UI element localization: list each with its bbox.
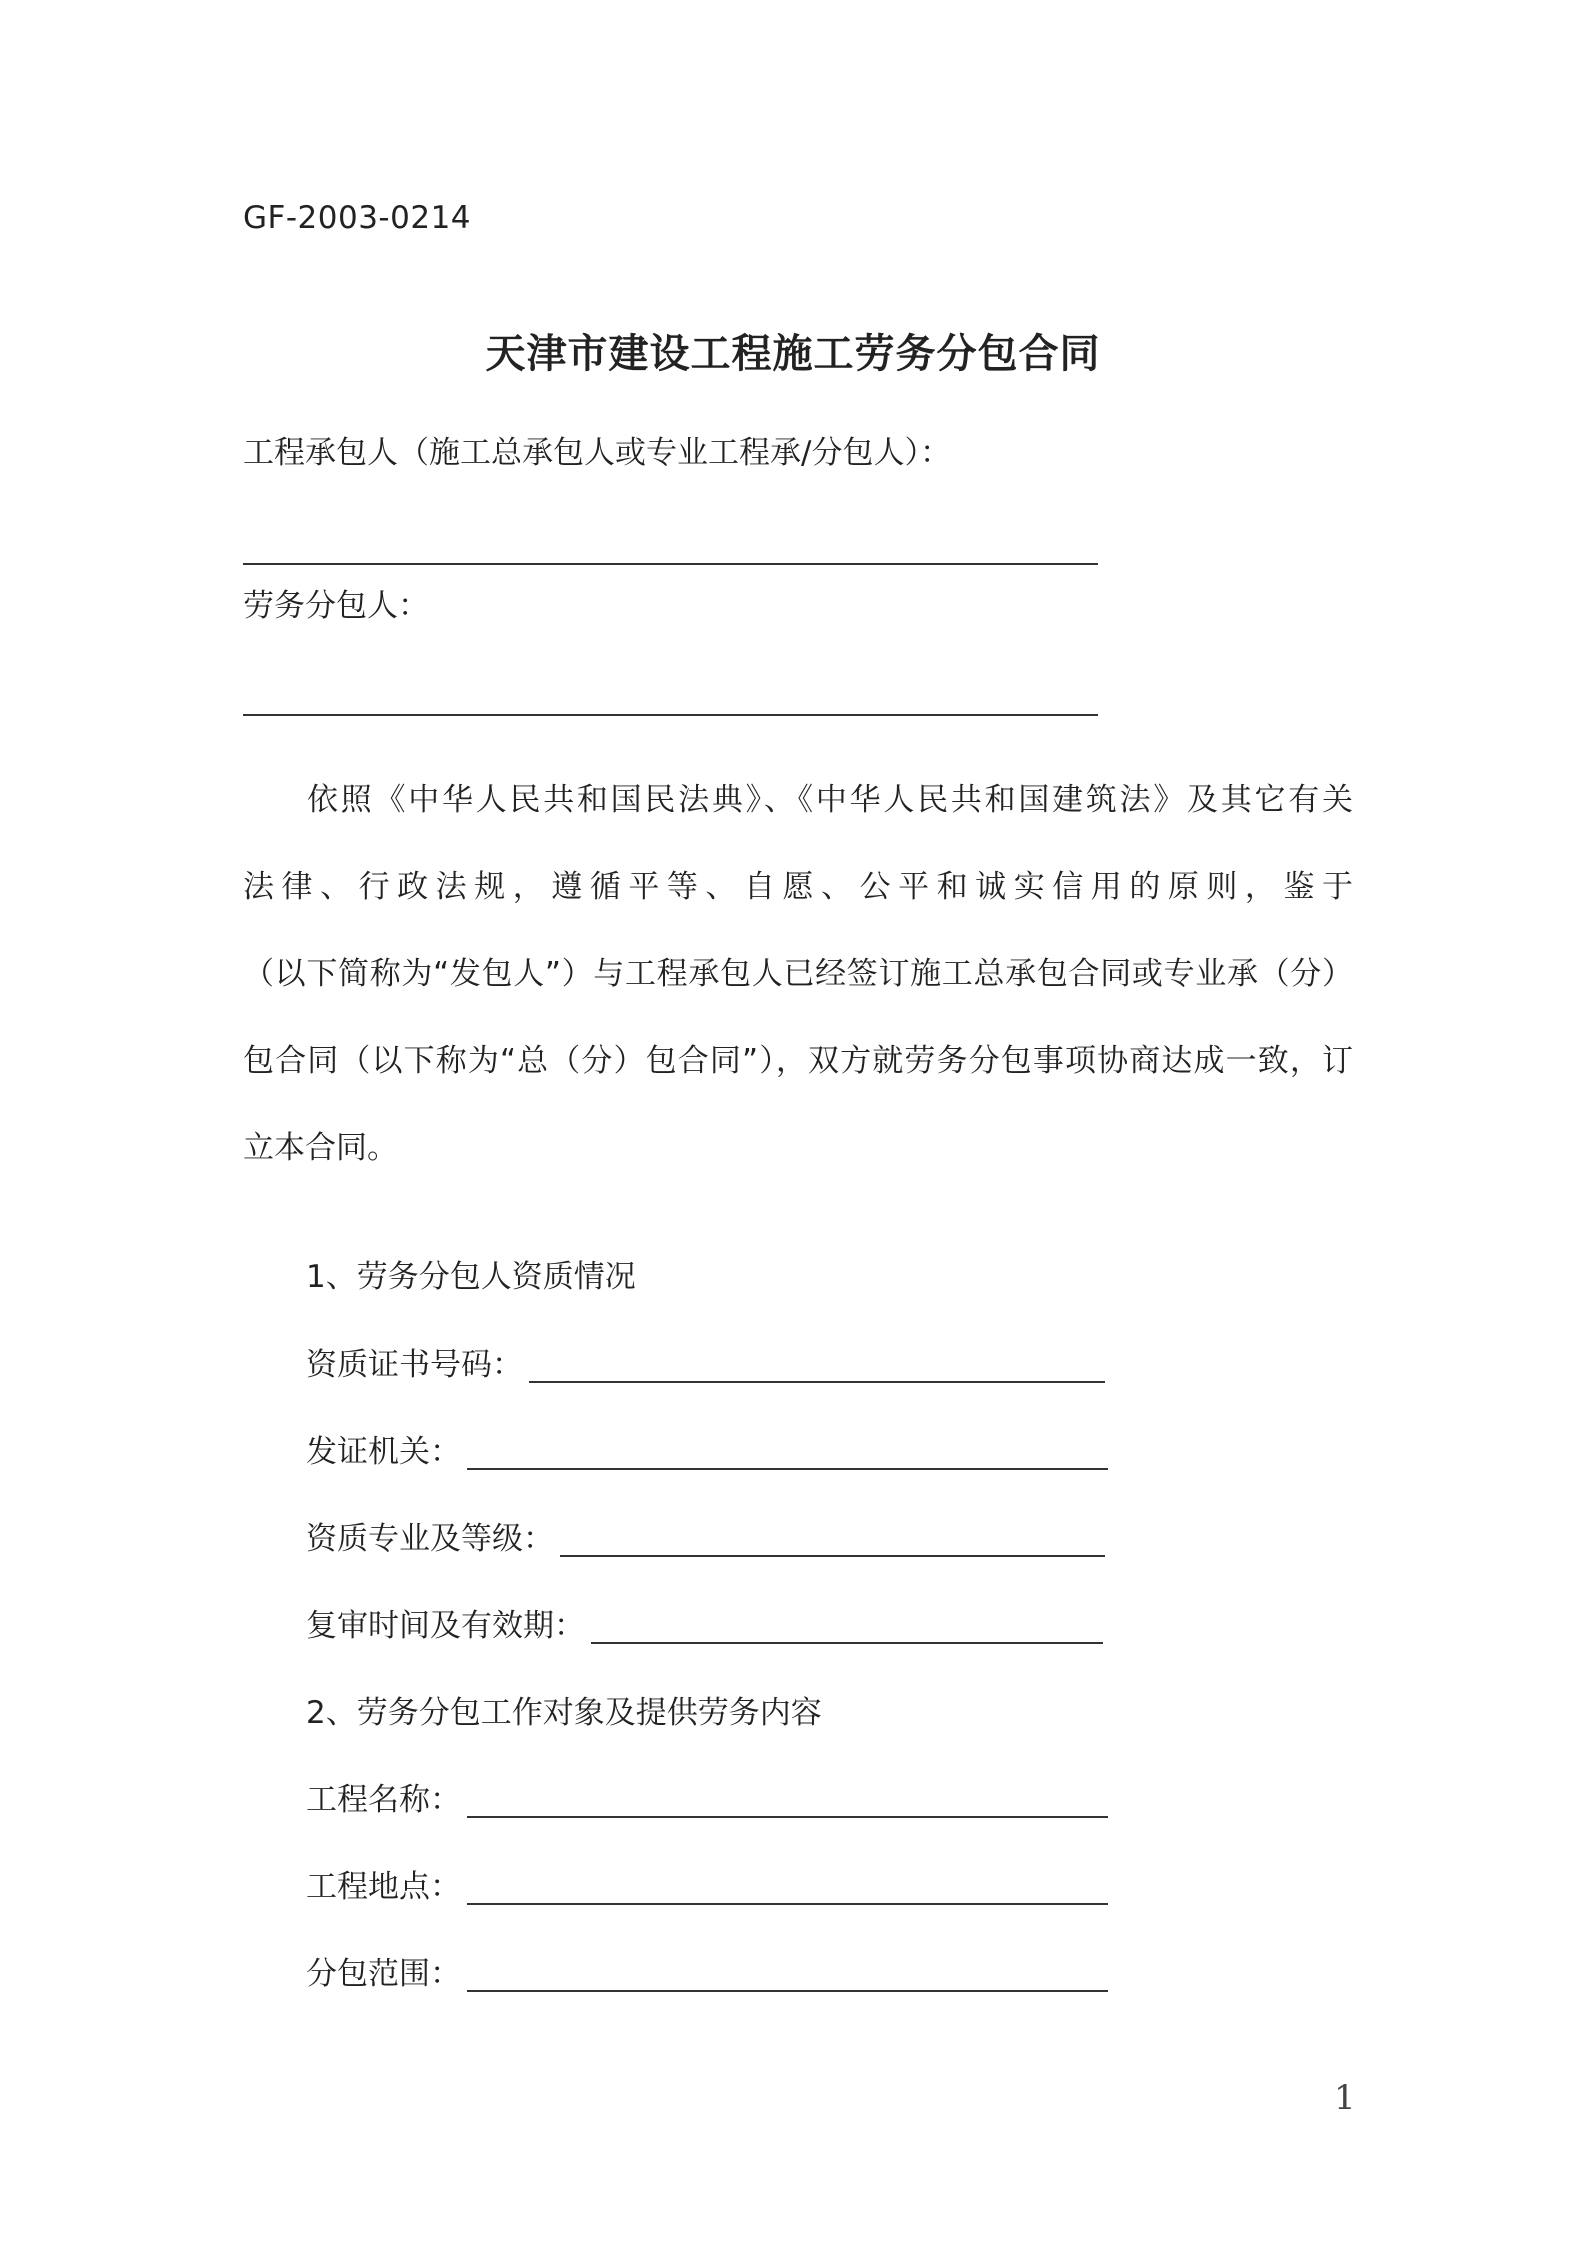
blank-line	[467, 1468, 1108, 1470]
field-label: 资质证书号码：	[306, 1347, 523, 1383]
blank-line	[467, 1816, 1108, 1818]
blank-line	[560, 1555, 1105, 1557]
preamble-line-4: 包合同（以下称为“总（分）包合同”），双方就劳务分包事项协商达成一致，订	[243, 1043, 1353, 1079]
field-review-validity	[306, 1606, 1103, 1646]
contractor-label: 工程承包人（施工总承包人或专业工程承/分包人）：	[243, 435, 951, 471]
subcontractor-label: 劳务分包人：	[243, 588, 429, 624]
field-qualification-grade	[306, 1519, 1105, 1559]
preamble-line-1: 依照《中华人民共和国民法典》、《中华人民共和国建筑法》及其它有关	[307, 782, 1353, 818]
page-number: 1	[1334, 2078, 1356, 2118]
contractor-blank-line	[243, 563, 1098, 565]
preamble-line-2: 法律、行政法规，遵循平等、自愿、公平和诚实信用的原则，鉴于	[243, 869, 1353, 905]
field-qualification-cert-no	[306, 1345, 1105, 1385]
field-label: 分包范围：	[306, 1956, 461, 1992]
field-label: 资质专业及等级：	[306, 1521, 554, 1557]
field-issuing-authority	[306, 1432, 1108, 1472]
field-label: 发证机关：	[306, 1434, 461, 1470]
field-subcontract-scope	[306, 1954, 1108, 1994]
field-label: 工程地点：	[306, 1869, 461, 1905]
section-2-heading: 2、劳务分包工作对象及提供劳务内容	[306, 1695, 822, 1731]
blank-line	[529, 1381, 1105, 1383]
section-1-heading: 1、劳务分包人资质情况	[306, 1259, 636, 1295]
page-title: 天津市建设工程施工劳务分包合同	[485, 331, 1101, 377]
field-label: 复审时间及有效期：	[306, 1608, 585, 1644]
blank-line	[467, 1990, 1108, 1992]
subcontractor-blank-line	[243, 714, 1098, 716]
blank-line	[467, 1903, 1108, 1905]
preamble-line-5: 立本合同。	[243, 1130, 398, 1166]
preamble-line-3: （以下简称为“发包人”）与工程承包人已经签订施工总承包合同或专业承（分）	[243, 956, 1353, 992]
field-project-location	[306, 1867, 1108, 1907]
field-label: 工程名称：	[306, 1782, 461, 1818]
field-project-name	[306, 1780, 1108, 1820]
document-code: GF-2003-0214	[243, 200, 472, 236]
blank-line	[591, 1642, 1103, 1644]
